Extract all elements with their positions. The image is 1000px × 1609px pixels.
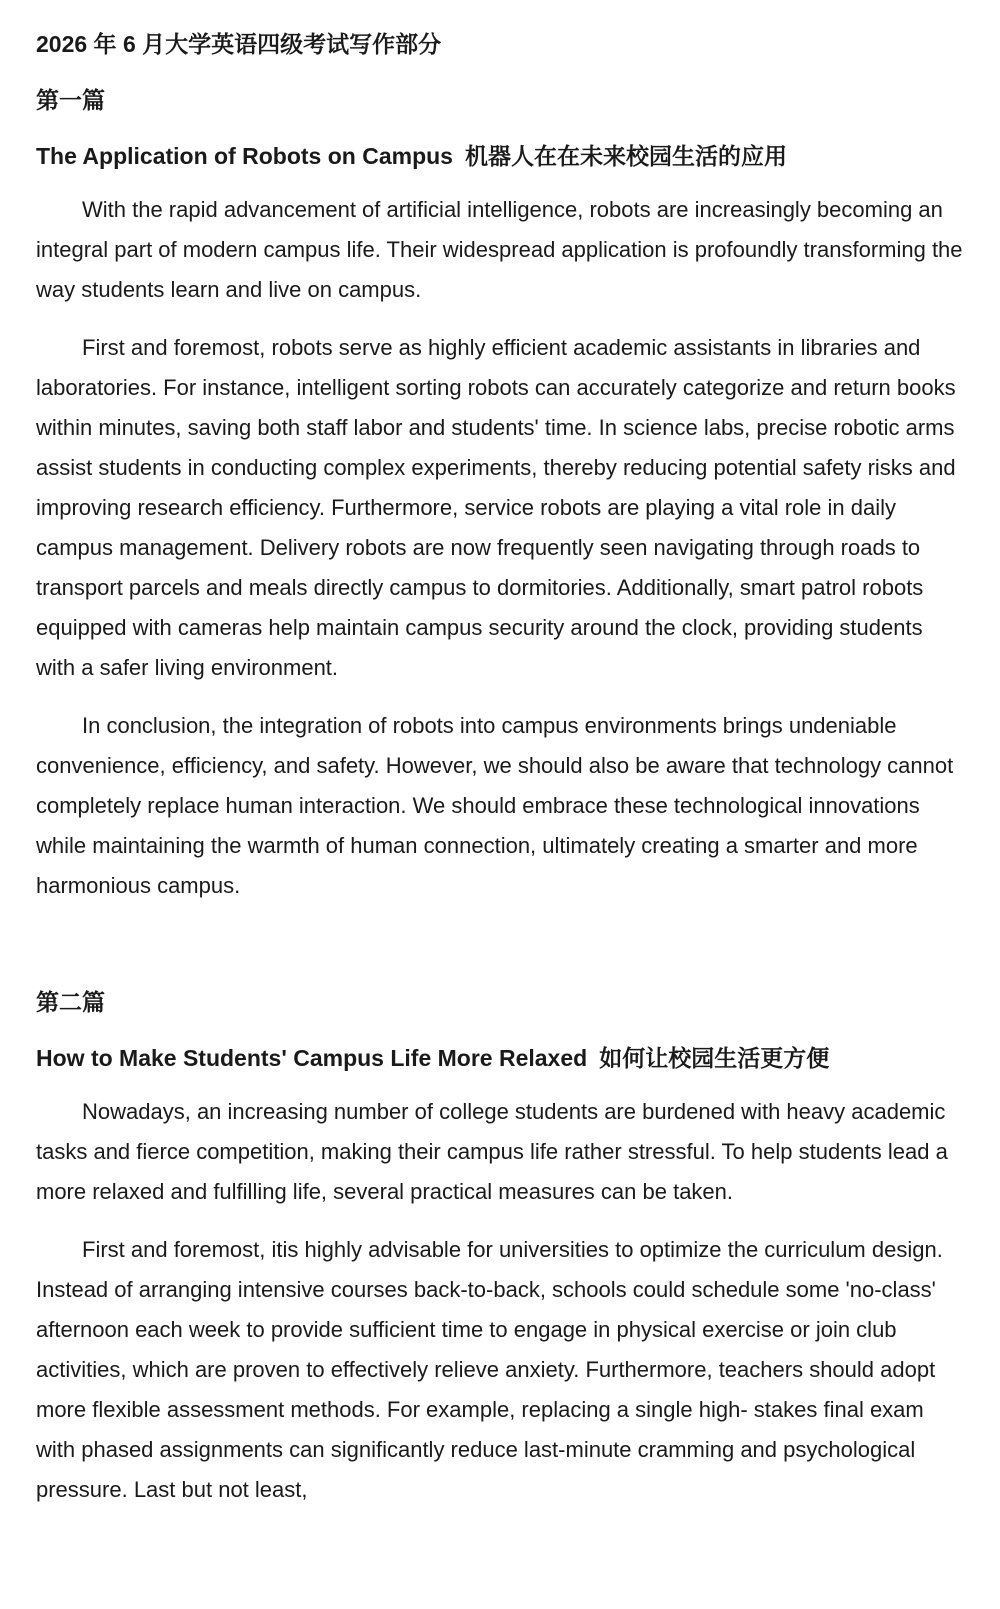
essay-2-label: 第二篇 <box>36 989 105 1015</box>
essay-2 <box>36 986 964 1510</box>
essay-2-title-zh: 如何让校园生活更方便 <box>599 1045 830 1071</box>
essay-1-paragraph-2: First and foremost, robots serve as highly efficient academic assistants in libraries and laboratories. For instance, intelligent sorting robots can accurately categorize and return books within minutes, saving both staff labor and students' time. In science labs, precise robotic arms assist students in conducting complex experiments, thereby reducing potential safety risks and improving research efficiency. Furthermore, service robots are playing a vital role in daily campus management. Delivery robots are now frequently seen navigating through roads to transport parcels and meals directly campus to dormitories. Additionally, smart patrol robots equipped with cameras help maintain campus security around the clock, providing students with a safer living environment. <box>36 335 956 680</box>
essay-1-label: 第一篇 <box>36 87 105 113</box>
essay-divider-space <box>36 924 964 986</box>
essay-1 <box>36 84 964 906</box>
document-title: 2026 年 6 月大学英语四级考试写作部分 <box>36 31 442 57</box>
essay-2-title-en: How to Make Students' Campus Life More Relaxed <box>36 1045 588 1071</box>
essay-1-paragraph-1: With the rapid advancement of artificial intelligence, robots are increasingly becoming an integral part of modern campus life. Their widespread application is profoundly transforming the way students learn and live on campus. <box>36 197 963 302</box>
essay-2-paragraph-1: Nowadays, an increasing number of college students are burdened with heavy academic tasks and fierce competition, making their campus life rather stressful. To help students lead a more relaxed and fulfilling life, several practical measures can be taken. <box>36 1099 948 1204</box>
essay-1-title <box>36 140 964 172</box>
essay-2-title <box>36 1042 964 1074</box>
essay-1-title-en: The Application of Robots on Campus <box>36 143 453 169</box>
essay-1-paragraph-3: In conclusion, the integration of robots into campus environments brings undeniable convenience, efficiency, and safety. However, we should also be aware that technology cannot completely replace human interaction. We should embrace these technological innovations while maintaining the warmth of human connection, ultimately creating a smarter and more harmonious campus. <box>36 713 954 898</box>
essay-2-paragraph-2: First and foremost, itis highly advisable for universities to optimize the curriculum design. Instead of arranging intensive courses back-to-back, schools could schedule some 'no-class' afternoon each week to provide sufficient time to engage in physical exercise or join club activities, which are proven to effectively relieve anxiety. Furthermore, teachers should adopt more flexible assessment methods. For example, replacing a single high- stakes final exam with phased assignments can significantly reduce last-minute cramming and psychological pressure. Last but not least, <box>36 1237 943 1502</box>
essay-1-title-zh: 机器人在在未来校园生活的应用 <box>464 143 787 169</box>
